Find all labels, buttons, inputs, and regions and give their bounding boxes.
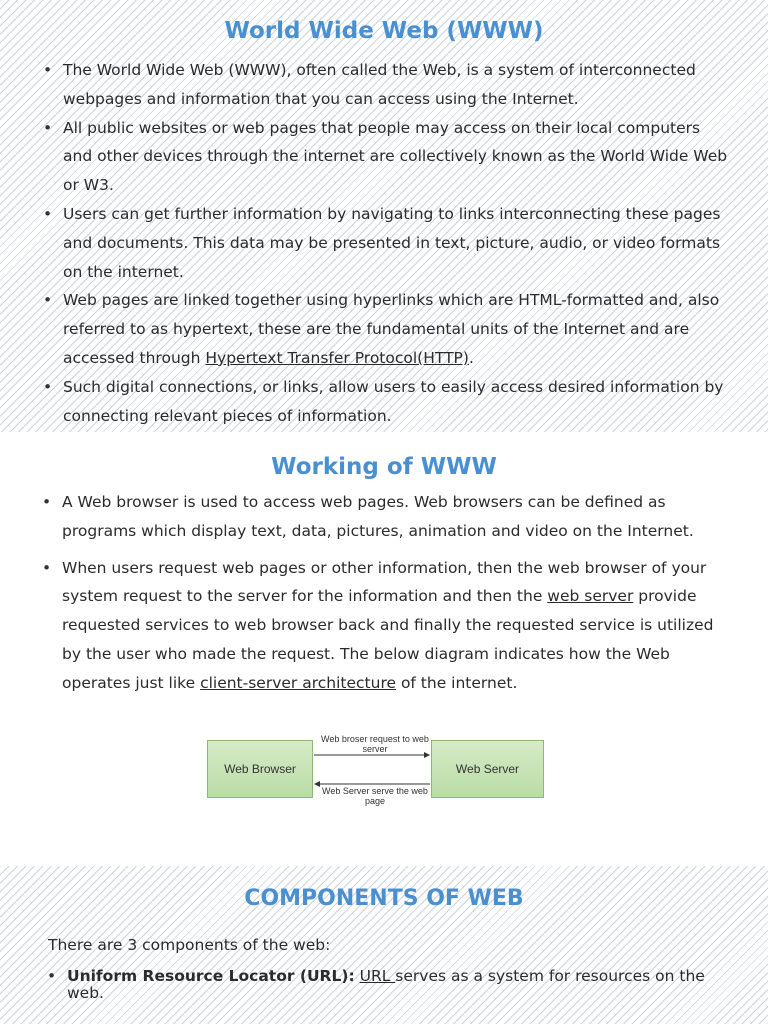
- list-item: [47, 968, 737, 1002]
- list-item: • Users can get further information by navigating to links interconnecting these pages and documents. This data may be presented in text, picture, audio, or video formats on the internet.: [43, 200, 733, 286]
- section-title: World Wide Web (WWW): [224, 18, 544, 44]
- list-item: • A Web browser is used to access web pages. Web browsers can be defined as programs which display text, data, pictures, animation and video on the Internet.: [42, 488, 732, 546]
- web-browser-box: Web Browser: [207, 740, 313, 798]
- client-server-link[interactable]: client-server architecture: [200, 673, 397, 692]
- text: Web pages are linked together using hyperlinks which are HTML-formatted and, also referred to as hypertext, these are the fundamental units of the Internet and are accessed through: [63, 291, 720, 367]
- client-server-diagram: [207, 732, 545, 852]
- arrows: [207, 732, 545, 812]
- text: serves as a system for resources on the web.: [67, 967, 705, 1002]
- bullet-list: [47, 968, 737, 1002]
- section-www: [0, 0, 768, 432]
- list-item: • The World Wide Web (WWW), often called the Web, is a system of interconnected webpages and information that you can access using the Internet.: [43, 56, 733, 114]
- web-server-box: Web Server: [431, 740, 544, 798]
- web-server-link[interactable]: web server: [547, 587, 634, 606]
- bullet-list: [42, 488, 732, 706]
- http-link[interactable]: Hypertext Transfer Protocol(HTTP): [205, 348, 469, 367]
- text: of the internet.: [396, 673, 518, 692]
- request-label: Web broser request to web server: [321, 734, 429, 754]
- section-title: COMPONENTS OF WEB: [244, 886, 524, 911]
- text: .: [468, 348, 474, 367]
- bullet-list: [43, 56, 733, 430]
- response-label: Web Server serve the web page: [322, 786, 428, 806]
- list-item: • Such digital connections, or links, allow users to easily access desired information by connecting relevant pieces of information.: [43, 373, 733, 431]
- section-title: Working of WWW: [271, 454, 497, 480]
- term: Uniform Resource Locator (URL):: [67, 967, 355, 985]
- arrow-left-icon: [314, 781, 320, 787]
- text: provide requested services to web browser back and finally the requested service is utilized by the user who made the request. The below diagram indicates how the Web operates just like: [62, 587, 714, 692]
- intro-text: There are 3 components of the web:: [48, 936, 331, 954]
- text: When users request web pages or other information, then the web browser of your system request to the server for the information and then the: [62, 558, 707, 606]
- list-item: [42, 554, 732, 698]
- url-link[interactable]: URL: [359, 967, 396, 985]
- list-item: • All public websites or web pages that people may access on their local computers and other devices through the internet are collectively known as the World Wide Web or W3.: [43, 114, 733, 200]
- list-item: [43, 286, 733, 372]
- arrow-right-icon: [424, 752, 430, 758]
- section-working: [0, 432, 768, 866]
- section-components: [0, 866, 768, 1024]
